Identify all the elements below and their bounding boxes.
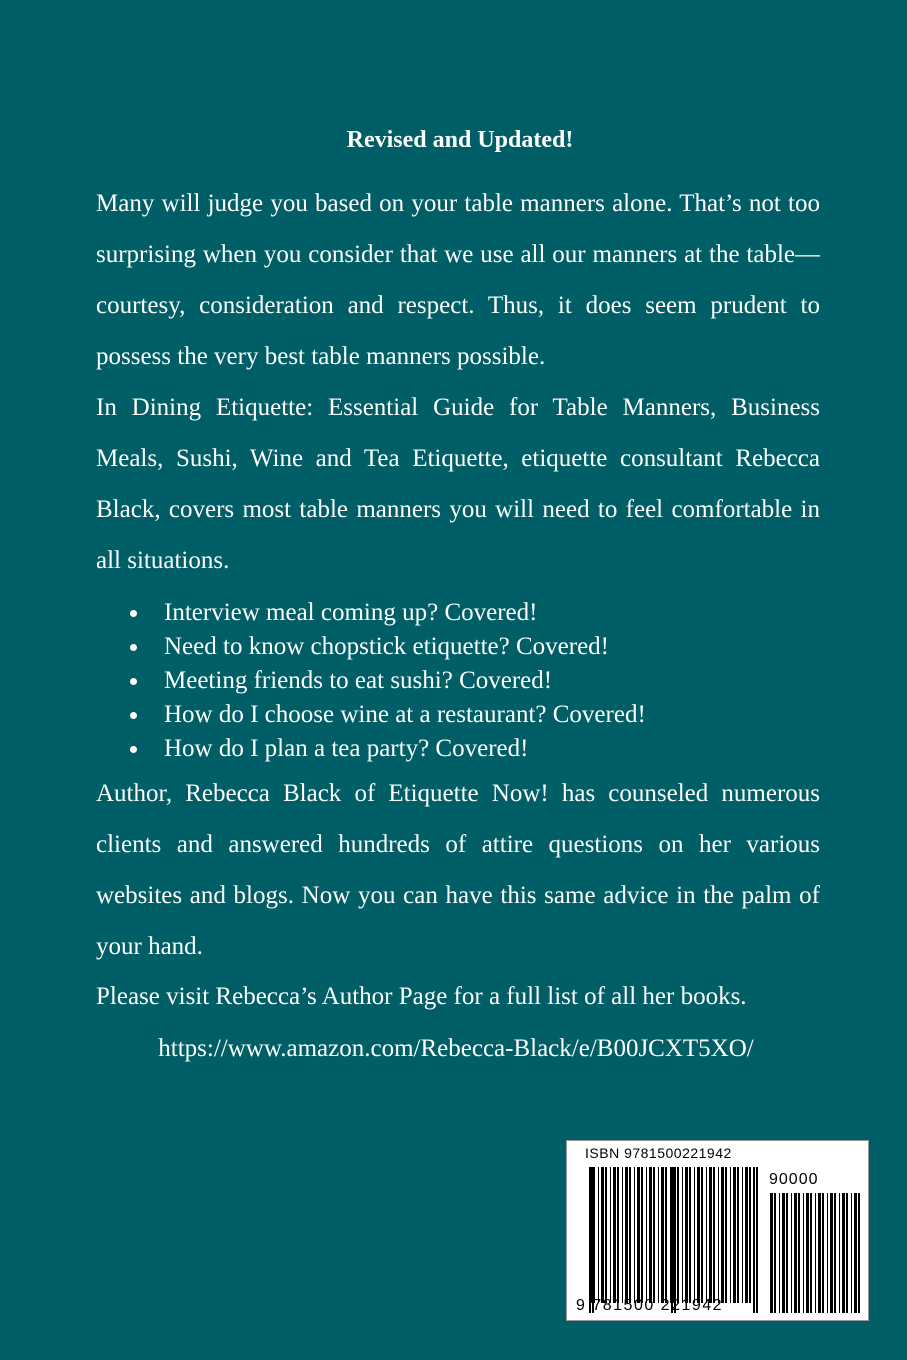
barcode-bar: [694, 1167, 695, 1303]
barcode-bar: [685, 1167, 688, 1303]
barcode-bar: [682, 1167, 683, 1303]
barcode-bar: [658, 1167, 659, 1303]
barcode-bar: [665, 1167, 667, 1303]
barcode-bar: [834, 1193, 836, 1313]
barcode-bar: [846, 1193, 848, 1313]
list-item: Need to know chopstick etiquette? Covered!: [130, 630, 646, 664]
barcode-bar: [677, 1167, 679, 1303]
barcode-bar: [661, 1167, 664, 1303]
visit-paragraph: Please visit Rebecca’s Author Page for a full list of all her books.: [96, 983, 747, 1010]
barcode-bar: [786, 1193, 788, 1313]
barcode-bar: [713, 1167, 715, 1303]
barcode-bar: [815, 1193, 816, 1313]
bullet-icon: [130, 610, 137, 617]
barcode-bar: [649, 1167, 652, 1303]
barcode-bar: [706, 1167, 707, 1303]
barcode-bar: [646, 1167, 647, 1303]
bullet-icon: [130, 644, 137, 651]
barcode-bar: [803, 1193, 804, 1313]
barcode-guard-bar: [592, 1167, 594, 1313]
barcode-bar: [782, 1193, 785, 1313]
barcode-bar: [742, 1167, 743, 1303]
barcode-bar: [641, 1167, 643, 1303]
barcode-bar: [858, 1193, 860, 1313]
barcode-bar: [598, 1167, 599, 1303]
barcode-bar: [725, 1167, 727, 1303]
list-item: How do I choose wine at a restaurant? Covered!: [130, 698, 646, 732]
barcode-bar: [610, 1167, 611, 1303]
bullet-icon: [130, 746, 137, 753]
barcode-bar: [613, 1167, 616, 1303]
ean-digits: 9 781500 221942: [576, 1297, 724, 1314]
barcode-bar: [709, 1167, 712, 1303]
barcode-bar: [637, 1167, 640, 1303]
intro-paragraph: Many will judge you based on your table manners alone. That’s not too surprising when you consider that we use all our manners at the table—courtesy, consideration and respect. Thus, it does seem prudent to possess the very best table manners possible.: [96, 190, 820, 370]
cover-heading: Revised and Updated!: [346, 127, 574, 153]
isbn-label: ISBN 9781500221942: [585, 1145, 732, 1161]
author-paragraph: Author, Rebecca Black of Etiquette Now! has counseled numerous clients and answered hundreds of attire questions on her various websites and blogs. Now you can have this same advice in the palm of your hand.: [96, 780, 820, 960]
barcode-bar: [697, 1167, 700, 1303]
barcode-bar: [653, 1167, 655, 1303]
barcode-bar: [634, 1167, 635, 1303]
barcode-bar: [798, 1193, 800, 1313]
list-item: How do I plan a tea party? Covered!: [130, 732, 646, 766]
barcode-bar: [622, 1167, 623, 1303]
barcode-bar: [737, 1167, 739, 1303]
barcode-bar: [830, 1193, 833, 1313]
barcode-bar: [730, 1167, 731, 1303]
barcode-bar: [851, 1193, 852, 1313]
barcode-bar: [822, 1193, 824, 1313]
barcode-guard-bar: [753, 1167, 755, 1313]
barcode-bar: [689, 1167, 691, 1303]
barcode-bar: [827, 1193, 828, 1313]
book-description-paragraph: In Dining Etiquette: Essential Guide for Table Manners, Business Meals, Sushi, Wine and Tea Etiquette, etiquette consultant Rebecca Black, covers most table manners you will need to feel comfortable in all situations.: [96, 394, 820, 574]
barcode-bar: [625, 1167, 628, 1303]
list-item: Interview meal coming up? Covered!: [130, 596, 646, 630]
barcode-bar: [601, 1167, 604, 1303]
barcode-bar: [745, 1167, 748, 1303]
barcode-bar: [810, 1193, 812, 1313]
barcode-bar: [839, 1193, 840, 1313]
barcode-guard-bar: [589, 1167, 591, 1313]
barcode-bar: [842, 1193, 845, 1313]
barcode-bar: [670, 1167, 671, 1303]
barcode-bar: [718, 1167, 719, 1303]
barcode-bars: [567, 1141, 870, 1322]
barcode-bar: [854, 1193, 857, 1313]
bullet-icon: [130, 678, 137, 685]
barcode-bar: [774, 1193, 776, 1313]
barcode-guard-bar: [674, 1167, 676, 1313]
barcode-bar: [749, 1167, 751, 1303]
barcode-bar: [818, 1193, 821, 1313]
barcode-guard-bar: [756, 1167, 758, 1313]
author-page-url: https://www.amazon.com/Rebecca-Black/e/B00JCXT5XO/: [158, 1035, 754, 1062]
feature-list: [130, 596, 646, 766]
price-code: 90000: [769, 1171, 819, 1188]
list-item: Meeting friends to eat sushi? Covered!: [130, 664, 646, 698]
barcode-guard-bar: [671, 1167, 673, 1313]
barcode-bar: [806, 1193, 809, 1313]
bullet-icon: [130, 712, 137, 719]
barcode-bar: [617, 1167, 619, 1303]
barcode-bar: [701, 1167, 703, 1303]
barcode-bar: [779, 1193, 780, 1313]
barcode-bar: [721, 1167, 724, 1303]
barcode-bar: [770, 1193, 773, 1313]
barcode-bar: [629, 1167, 631, 1303]
barcode-bar: [794, 1193, 797, 1313]
barcode-bar: [605, 1167, 607, 1303]
barcode-bar: [733, 1167, 736, 1303]
isbn-barcode: [566, 1140, 869, 1321]
barcode-bar: [791, 1193, 792, 1313]
